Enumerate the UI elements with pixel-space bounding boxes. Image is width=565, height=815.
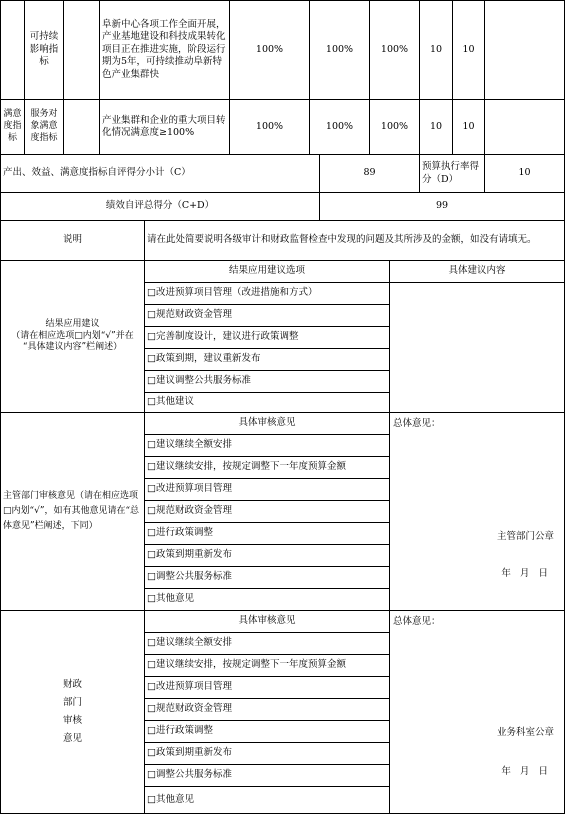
finance-stamp-label: 业务科室公章: [496, 727, 554, 738]
dept-review-option[interactable]: □建议继续安排，按规定调整下一年度预算金额: [145, 457, 390, 479]
dept-review-option[interactable]: □政策到期重新发布: [145, 545, 390, 567]
finance-date-label: 年 月 日: [501, 766, 548, 777]
finance-label-line: 意见: [62, 733, 82, 745]
finance-review-option[interactable]: □建议继续全额安排: [145, 633, 390, 655]
finance-review-option[interactable]: □调整公共服务标准: [145, 765, 390, 787]
dept-review-option[interactable]: □建议继续全额安排: [145, 435, 390, 457]
dept-review-option[interactable]: □其他意见: [145, 589, 390, 611]
dept-review-option[interactable]: □进行政策调整: [145, 523, 390, 545]
finance-label-line: 审核: [62, 715, 82, 726]
finance-review-option[interactable]: □政策到期重新发布: [145, 743, 390, 765]
finance-review-option[interactable]: □进行政策调整: [145, 721, 390, 743]
total-label: 绩效自评总得分（C+D）: [0, 193, 320, 221]
sustain-description: 阜新中心各项工作全面开展，产业基地建设和科技成果转化项目正在推进实施，阶段运行期为5年，可持续推动阜新特色产业集群快: [100, 0, 230, 100]
satisfaction-actual: 100%: [370, 100, 420, 155]
dept-overall-opinion[interactable]: [390, 413, 565, 611]
finance-review-option[interactable]: □建议继续安排，按规定调整下一年度预算金额: [145, 655, 390, 677]
satisfaction-weight: 10: [420, 100, 453, 155]
dept-review-label: 主管部门审核意见（请在相应选项□内划“√”，如有其他意见请在“总体意见”栏阐述，下同）: [0, 413, 145, 611]
subtotal-label: 产出、效益、满意度指标自评得分小计（C）: [0, 155, 320, 193]
finance-review-option[interactable]: □改进预算项目管理: [145, 677, 390, 699]
satisfaction-label: 服务对象满意度指标: [25, 100, 64, 155]
dept-date-label: 年 月 日: [501, 568, 548, 579]
satisfaction-description: 产业集群和企业的重大项目转化情况满意度≥100%: [100, 100, 230, 155]
satisfaction-target: 100%: [230, 100, 310, 155]
result-option-item[interactable]: □改进预算项目管理（改进措施和方式）: [145, 283, 390, 305]
dept-overall-label: 总体意见：: [393, 418, 441, 429]
result-label-line: “具体建议内容”栏阐述）: [22, 342, 123, 353]
result-option-item[interactable]: □完善制度设计，建议进行政策调整: [145, 327, 390, 349]
blank-spacer-cell: [64, 100, 100, 155]
result-content-header: 具体建议内容: [390, 261, 565, 283]
note-text: 请在此处简要说明各级审计和财政监督检查中发现的问题及其所涉及的金额，如没有请填无。: [145, 221, 565, 261]
result-label-line: 结果应用建议: [45, 318, 100, 329]
finance-label-line: 部门: [62, 696, 82, 708]
result-label: [0, 261, 145, 413]
satisfaction-value: 100%: [310, 100, 370, 155]
blank-category-cell: [0, 0, 25, 100]
result-option-item[interactable]: □其他建议: [145, 393, 390, 413]
dept-review-header: 具体审核意见: [145, 413, 390, 435]
result-option-item[interactable]: □建议调整公共服务标准: [145, 371, 390, 393]
note-label: 说明: [0, 221, 145, 261]
finance-review-header: 具体审核意见: [145, 611, 390, 633]
finance-review-label: [0, 611, 145, 814]
finance-overall-label: 总体意见：: [393, 616, 441, 627]
subtotal-value: 89: [320, 155, 420, 193]
sustain-score: 10: [453, 0, 485, 100]
dept-review-option[interactable]: □调整公共服务标准: [145, 567, 390, 589]
dept-review-option[interactable]: □规范财政资金管理: [145, 501, 390, 523]
finance-review-option[interactable]: □规范财政资金管理: [145, 699, 390, 721]
blank-spacer-cell: [64, 0, 100, 100]
blank-remark-cell: [485, 0, 565, 100]
result-content-area[interactable]: [390, 283, 565, 413]
sustain-value: 100%: [310, 0, 370, 100]
satisfaction-category: 满意度指标: [0, 100, 25, 155]
finance-label-line: 财政: [62, 678, 82, 690]
sustain-label: 可持续影响指标: [25, 0, 64, 100]
result-option-item[interactable]: □规范财政资金管理: [145, 305, 390, 327]
blank-remark-cell: [485, 100, 565, 155]
budget-execution-label: 预算执行率得分（D）: [420, 155, 485, 193]
budget-execution-value: 10: [485, 155, 565, 193]
result-label-line: （请在相应选项□内划“√”并在: [11, 330, 134, 341]
sustain-target: 100%: [230, 0, 310, 100]
result-option-item[interactable]: □政策到期，建议重新发布: [145, 349, 390, 371]
satisfaction-score: 10: [453, 100, 485, 155]
finance-review-option[interactable]: □其他意见: [145, 787, 390, 814]
sustain-actual: 100%: [370, 0, 420, 100]
dept-stamp-label: 主管部门公章: [496, 531, 554, 542]
result-options-header: 结果应用建议选项: [145, 261, 390, 283]
total-value: 99: [320, 193, 565, 221]
sustain-weight: 10: [420, 0, 453, 100]
dept-review-option[interactable]: □改进预算项目管理: [145, 479, 390, 501]
finance-overall-opinion[interactable]: [390, 611, 565, 814]
